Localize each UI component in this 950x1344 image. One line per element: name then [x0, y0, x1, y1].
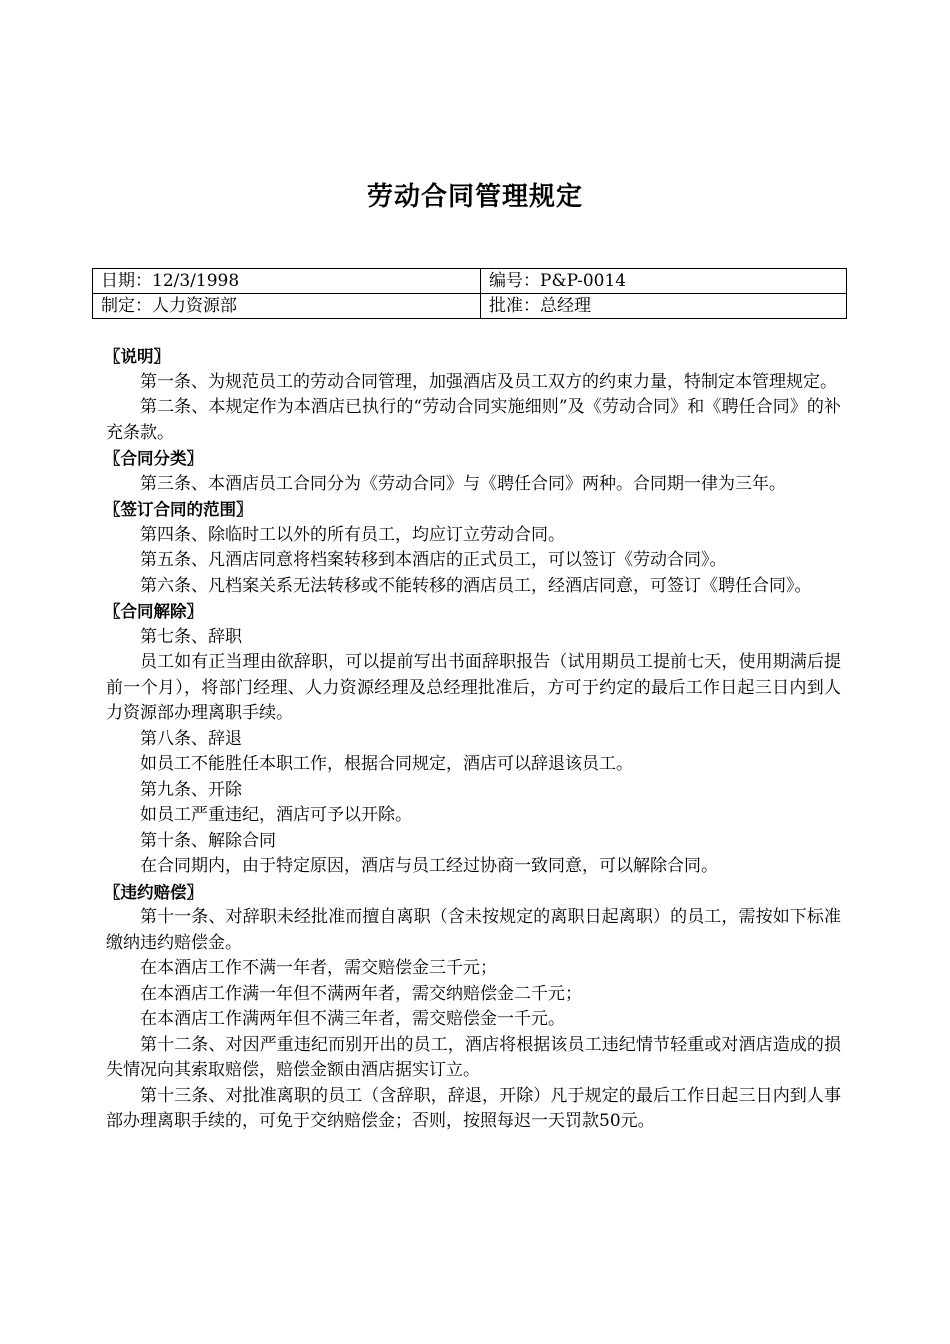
article-13: 第十三条、对批准离职的员工（含辞职，辞退，开除）凡于规定的最后工作日起三日内到人事部办理离职手续的，可免于交纳赔偿金；否则，按照每迟一天罚款50元。 [106, 1085, 841, 1131]
author-cell: 制定：人力资源部 [93, 294, 481, 319]
article-10-text: 在合同期内，由于特定原因，酒店与员工经过协商一致同意，可以解除合同。 [140, 856, 718, 876]
compensation-rule-2: 在本酒店工作满一年但不满两年者，需交纳赔偿金二千元； [140, 983, 582, 1004]
article-7-title: 第七条、辞职 [140, 626, 242, 647]
article-2: 第二条、本规定作为本酒店已执行的“劳动合同实施细则”及《劳动合同》和《聘任合同》的补充条款。 [106, 397, 841, 443]
article-8-title: 第八条、辞退 [140, 728, 242, 749]
info-row-1 [93, 269, 847, 294]
section-heading-classification: 〖合同分类〗 [104, 449, 203, 468]
article-6: 第六条、凡档案关系无法转移或不能转移的酒店员工，经酒店同意，可签订《聘任合同》。 [140, 575, 812, 596]
article-4: 第四条、除临时工以外的所有员工，均应订立劳动合同。 [140, 524, 565, 545]
article-1: 第一条、为规范员工的劳动合同管理，加强酒店及员工双方的约束力量，特制定本管理规定。 [140, 371, 837, 392]
section-heading-scope: 〖签订合同的范围〗 [104, 500, 253, 519]
article-5: 第五条、凡酒店同意将档案转移到本酒店的正式员工，可以签订《劳动合同》。 [140, 550, 727, 570]
article-8-text: 如员工不能胜任本职工作，根据合同规定，酒店可以辞退该员工。 [140, 754, 633, 774]
section-heading-termination: 〖合同解除〗 [104, 602, 203, 621]
page-title: 劳动合同管理规定 [366, 182, 583, 212]
approval-cell: 批准：总经理 [481, 294, 847, 319]
section-heading-explanation: 〖说明〗 [104, 347, 170, 366]
compensation-rule-3: 在本酒店工作满两年但不满三年者，需交赔偿金一千元。 [140, 1009, 565, 1029]
article-11: 第十一条、对辞职未经批准而擅自离职（含未按规定的离职日起离职）的员工，需按如下标准缴纳违约赔偿金。 [106, 907, 841, 953]
document-body [106, 344, 841, 1135]
article-12: 第十二条、对因严重违纪而别开出的员工，酒店将根据该员工违纪情节轻重或对酒店造成的损失情况向其索取赔偿，赔偿金额由酒店据实订立。 [106, 1034, 841, 1080]
document-info-table [92, 268, 847, 319]
section-heading-compensation: 〖违约赔偿〗 [104, 882, 203, 902]
article-9-text: 如员工严重违纪，酒店可予以开除。 [140, 805, 412, 825]
article-9-title: 第九条、开除 [140, 779, 242, 800]
article-7-text: 员工如有正当理由欲辞职，可以提前写出书面辞职报告（试用期员工提前七天，使用期满后提前一个月），将部门经理、人力资源经理及总经理批准后，方可于约定的最后工作日起三日内到人力资源部办理离职手续。 [106, 652, 841, 723]
article-10-title: 第十条、解除合同 [140, 830, 276, 851]
info-row-2 [93, 294, 847, 319]
compensation-rule-1: 在本酒店工作不满一年者，需交赔偿金三千元； [140, 958, 497, 978]
article-3: 第三条、本酒店员工合同分为《劳动合同》与《聘任合同》两种。合同期一律为三年。 [140, 473, 786, 494]
date-cell: 日期：12/3/1998 [93, 269, 481, 294]
document-number-cell: 编号：P&P-0014 [481, 269, 847, 294]
